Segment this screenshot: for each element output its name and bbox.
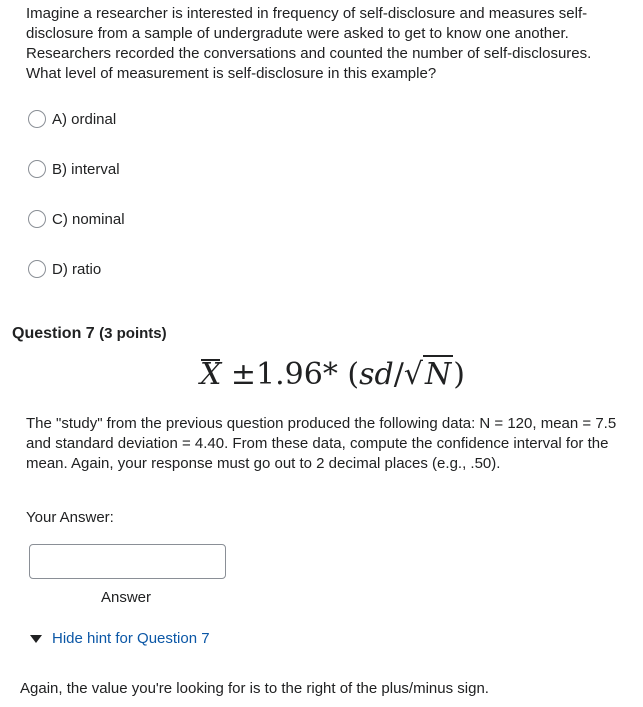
question-7-text: The "study" from the previous question produced the following data: N = 120, mean = 7.5 and standard deviation = 4.40. From these data, compute the confidence interval for the mean. Again, your response must go out to 2 decimal places (e.g., .50). xyxy=(26,415,617,472)
confidence-interval-formula xyxy=(200,355,465,395)
formula-sqrt-sign: √ xyxy=(403,357,423,392)
formula-slash: / xyxy=(393,357,404,392)
option-c-label: C) nominal xyxy=(52,210,125,228)
formula-star: * xyxy=(322,357,338,392)
question-7-title: Question 7 xyxy=(12,325,95,342)
hide-hint-label: Hide hint for Question 7 xyxy=(52,630,210,647)
formula-n: N xyxy=(424,357,452,392)
option-a[interactable] xyxy=(28,110,116,128)
option-d[interactable] xyxy=(28,260,101,278)
formula-z: 1.96 xyxy=(256,357,323,392)
radio-c[interactable] xyxy=(28,210,46,228)
caret-down-icon xyxy=(30,635,42,643)
hide-hint-link[interactable] xyxy=(30,630,210,647)
option-b[interactable] xyxy=(28,160,120,178)
radio-d[interactable] xyxy=(28,260,46,278)
formula-sd: sd xyxy=(359,357,394,392)
radio-b[interactable] xyxy=(28,160,46,178)
formula-xbar: X xyxy=(200,355,221,395)
option-a-label: A) ordinal xyxy=(52,110,117,128)
question-7-header xyxy=(12,325,167,343)
question-7-points: (3 points) xyxy=(99,325,167,342)
formula-close-paren: ) xyxy=(453,357,465,392)
hint-text: Again, the value you're looking for is to the right of the plus/minus sign. xyxy=(20,680,489,697)
option-c[interactable] xyxy=(28,210,125,228)
formula-open-paren: ( xyxy=(347,357,360,392)
answer-caption: Answer xyxy=(101,589,152,606)
question-6-text: Imagine a researcher is interested in frequency of self-disclosure and measures self-disclosure from a sample of undergradute were asked to get to know one another. Researchers recorded the conversations and counted the number of self-disclosures. What level of measurement is self-disclosure in this example? xyxy=(26,5,592,82)
your-answer-label: Your Answer: xyxy=(26,509,114,526)
formula-sqrt xyxy=(404,355,453,395)
option-d-label: D) ratio xyxy=(52,260,102,278)
formula-plus-minus: ± xyxy=(230,357,257,392)
radio-a[interactable] xyxy=(28,110,46,128)
option-b-label: B) interval xyxy=(52,160,120,178)
answer-input[interactable] xyxy=(29,544,226,579)
